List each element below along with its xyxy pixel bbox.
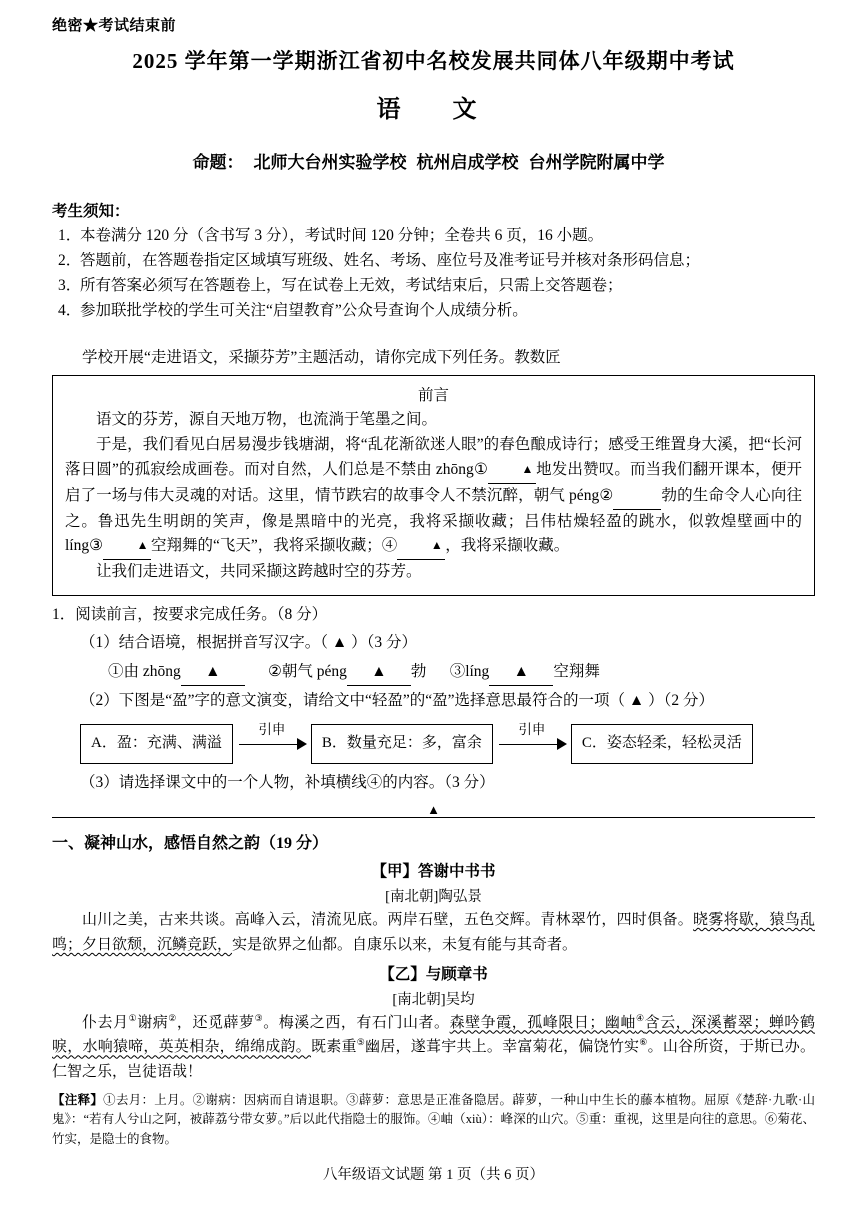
notice-item	[52, 248, 815, 273]
section-1-title: 一、凝神山水，感悟自然之韵（19 分）	[52, 835, 329, 853]
text-b-body-wavy: 森壁争霞，孤峰限日；幽岫④含云，深溪蓄翠；蝉吟鹤唳，水响猿啼，英英相杂，绵绵成韵。	[52, 1012, 815, 1056]
notice-item-number: 2．	[58, 252, 82, 270]
text-a-body	[52, 908, 815, 958]
preface-paragraph-3: 让我们走进语文，共同采撷这跨越时空的芬芳。	[96, 563, 422, 581]
arrow-2-head	[557, 738, 567, 750]
option-a-box[interactable]: A．盈：充满、满溢	[80, 724, 233, 764]
text-a-title: 【甲】答谢中书书	[371, 863, 496, 881]
arrow-1-line	[239, 744, 299, 745]
preface-blank-4: ▲	[397, 534, 445, 560]
text-b-title: 【乙】与顾章书	[379, 965, 488, 983]
preface-blank-3: ▲	[103, 534, 151, 560]
pinyin-answer-2[interactable]: ▲	[347, 659, 411, 686]
arrow-1	[235, 722, 309, 755]
text-b-body-part1: 仆去月①谢病②，还觅薜萝③。梅溪之西，有石门山者。	[82, 1012, 450, 1031]
text-b-body	[52, 1011, 815, 1085]
question-1-stem: 1．阅读前言，按要求完成任务。（8 分）	[52, 606, 328, 624]
text-b-body-part2: 既素重⑤幽居，遂葺宇共上。幸富菊花，偏饶竹实⑥。山谷所资，于斯已办。仁智之乐，岂徒语哉！	[52, 1037, 815, 1081]
preface-text-d: 空翔舞的“飞天”，我将采撷收藏；④	[151, 537, 398, 555]
text-b-author: [南北朝]吴均	[392, 991, 475, 1008]
preface-blank-1: ▲	[488, 458, 536, 484]
question-1	[52, 602, 815, 818]
notice-item	[52, 298, 815, 323]
notice-item-number: 1．	[58, 227, 82, 244]
pinyin-label-1: ①由 zhōng	[108, 662, 181, 680]
subject-title: 语 文	[376, 97, 491, 123]
notice-item-number: 4．	[58, 302, 82, 320]
option-b-box[interactable]: B．数量充足：多，富余	[311, 724, 493, 764]
answer-marker: ▲	[427, 802, 440, 818]
arrow-2	[495, 722, 569, 755]
page-footer: 八年级语文试题 第 1 页（共 6 页）	[322, 1167, 545, 1184]
footnotes	[52, 1091, 815, 1149]
notice-title: 考生须知：	[52, 203, 130, 220]
secret-label: 绝密★考试结束前	[52, 18, 177, 34]
arrow-2-label: 引申	[518, 722, 546, 738]
question-1-sub-3: （3）请选择课文中的一个人物，补填横线④的内容。（3 分）	[80, 773, 495, 791]
pinyin-label-2: ②朝气 péng	[268, 662, 347, 680]
arrow-1-label: 引申	[258, 722, 286, 738]
text-a-body-part2: 实是欲界之仙都。自康乐以来，未复有能与其奇者。	[232, 936, 578, 953]
notice-item-text: 参加联批学校的学生可关注“启望教育”公众号查询个人成绩分析。	[80, 302, 528, 320]
preface-text-a: 于是，我们看见白居易漫步钱塘湖，将“乱花渐欲迷人眼”的春色酿成诗行；感受王维置身大溪，把“长河落日圆”的孤寂绘成画卷。而对自然，人们总是不禁由 zhōng①	[65, 436, 802, 479]
arrow-1-head	[297, 738, 307, 750]
notice-item-text: 本卷满分 120 分（含书写 3 分），考试时间 120 分钟；全卷共 6 页，16 小题。	[80, 227, 604, 244]
preface-paragraph-2	[65, 433, 802, 560]
authors-label: 命题：	[192, 153, 244, 172]
notice-item-text: 所有答案必须写在答题卷上，写在试卷上无效，考试结束后，只需上交答题卷；	[80, 277, 623, 295]
question-1-sub-2: （2）下图是“盈”字的意文演变，请给文中“轻盈”的“盈”选择意思最符合的一项（ ▲ ）（2 分）	[80, 692, 714, 710]
notice-list	[52, 223, 815, 323]
option-c-box[interactable]: C．姿态轻柔，轻松灵活	[571, 724, 753, 764]
meaning-evolution-diagram	[80, 724, 815, 764]
arrow-2-line	[499, 744, 559, 745]
text-a-body-wavy: 晓雾将歇，猿鸟乱鸣；夕日欲颓，沉鳞竞跃，	[52, 912, 815, 953]
notice-item-number: 3．	[58, 277, 82, 295]
activity-lead-text: 学校开展“走进语文，采撷芬芳”主题活动，请你完成下列任务。教数匠	[82, 349, 561, 367]
pinyin-suffix-3: 空翔舞	[553, 662, 600, 680]
pinyin-answer-1[interactable]: ▲	[181, 659, 245, 686]
preface-title: 前言	[417, 387, 449, 405]
pinyin-suffix-2: 勃	[410, 662, 427, 680]
preface-text-c: 勃的生命令人心向往之。鲁迅先生明朗的笑声，像是黑暗中的光亮，我将采撷收藏；吕伟枯燥轻盈的跳水，似敦煌壁画中的 líng③	[65, 486, 802, 555]
notice-item-text: 答题前，在答题卷指定区域填写班级、姓名、考场、座位号及准考证号并核对条形码信息；	[80, 252, 701, 270]
notice-item	[52, 223, 815, 248]
notice-item	[52, 273, 815, 298]
text-a-body-part1: 山川之美，古来共谈。高峰入云，清流见底。两岸石壁，五色交辉。青林翠竹，四时俱备。	[82, 912, 694, 929]
pinyin-answer-3[interactable]: ▲	[489, 659, 553, 686]
page-title: 2025 学年第一学期浙江省初中名校发展共同体八年级期中考试	[132, 49, 735, 73]
answer-rule[interactable]	[52, 802, 815, 818]
footnotes-label: 【注释】	[52, 1092, 104, 1107]
text-a-author: [南北朝]陶弘景	[385, 889, 482, 906]
preface-text-b: 地发出赞叹。而当我们翻开课本，便开启了一场与伟大灵魂的对话。这里，情节跌宕的故事令人不禁沉醉，朝气 péng②	[65, 461, 802, 504]
authors-line	[52, 148, 815, 173]
preface-text-e: ，我将采撷收藏。	[445, 537, 570, 555]
footnotes-text: ①去月：上月。②谢病：因病而自请退职。③薜萝：意思是正准备隐居。薜萝，一种山中生长的藤本植物。屈原《楚辞·九歌·山鬼》：“若有人兮山之阿，被薜荔兮带女萝。”后以此代指隐士的服饰。④岫（xiù）：峰深的山穴。⑤重：重视，这里是向往的意思。⑥菊花、竹实，是隐士的食物。	[52, 1092, 815, 1146]
question-1-pinyin-blanks	[52, 659, 815, 686]
question-1-sub-1: （1）结合语境，根据拼音写汉字。（ ▲ ）（3 分）	[80, 634, 417, 652]
pinyin-label-3: ③líng	[449, 662, 490, 680]
preface-box	[52, 375, 815, 596]
author-1: 北师大台州实验学校	[253, 153, 407, 172]
author-3: 台州学院附属中学	[528, 153, 665, 172]
author-2: 杭州启成学校	[416, 153, 519, 172]
preface-paragraph-1: 语文的芬芳，源自天地万物，也流淌于笔墨之间。	[96, 411, 438, 429]
preface-blank-2	[613, 484, 661, 510]
